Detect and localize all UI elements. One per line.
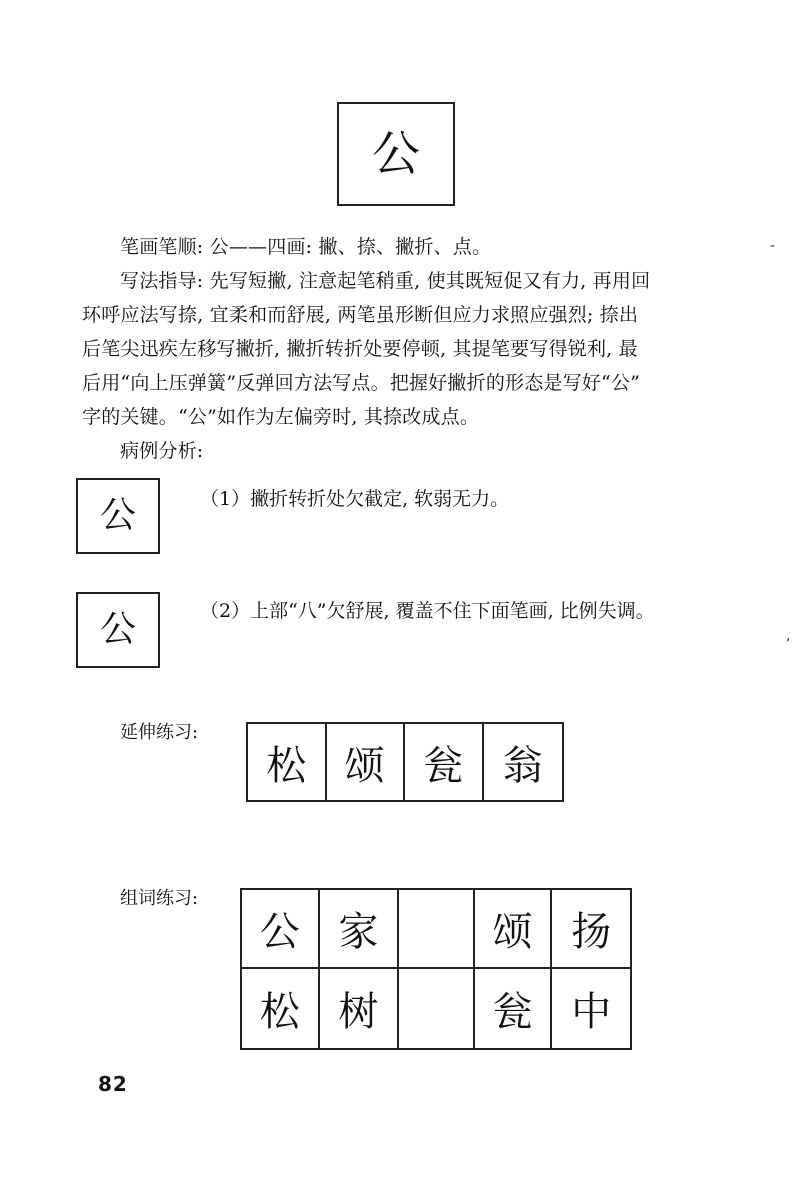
main-character-box [337, 102, 455, 206]
word-cell: 公 [242, 890, 320, 969]
word-cell: 树 [338, 989, 379, 1035]
word-cell [397, 969, 475, 1048]
extension-cell: 松 [248, 724, 327, 800]
word-cell: 颂 [475, 890, 553, 969]
case-2-character: 公 [99, 609, 136, 650]
word-cell: 扬 [552, 890, 630, 969]
guide-line-2: 环呼应法写捺, 宜柔和而舒展, 两笔虽形断但应力求照应强烈; 捺出 [82, 304, 639, 326]
word-cell: 中 [571, 989, 612, 1035]
extension-cell: 翁 [502, 742, 543, 789]
guide-line-5: 字的关键。“公”如作为左偏旁时, 其捺改成点。 [82, 406, 480, 428]
guide-line-4: 后用“向上压弹簧”反弹回方法写点。把握好撇折的形态是写好“公” [82, 372, 641, 394]
extension-label: 延伸练习: [120, 722, 199, 743]
case-2-text: （2）上部“八”欠舒展, 覆盖不住下面笔画, 比例失调。 [200, 600, 655, 622]
word-practice-grid [240, 888, 632, 1050]
word-cell: 瓮 [475, 969, 553, 1048]
extension-cell: 瓮 [405, 724, 484, 800]
stroke-order-line: 笔画笔顺: 公——四画: 撇、捺、撇折、点。 [120, 236, 492, 258]
word-cell: 松 [242, 969, 320, 1048]
extension-cell: 颂 [327, 724, 406, 800]
word-cell: 家 [320, 890, 398, 969]
guide-line-3: 后笔尖迅疾左移写撇折, 撇折转折处要停顿, 其提笔要写得锐利, 最 [82, 338, 638, 360]
case-analysis-heading: 病例分析: [120, 440, 204, 462]
word-practice-label: 组词练习: [120, 888, 199, 909]
guide-line-1: 写法指导: 先写短撇, 注意起笔稍重, 使其既短促又有力, 再用回 [120, 270, 651, 292]
word-cell [397, 890, 475, 969]
case-1-text: （1）撇折转折处欠截定, 软弱无力。 [200, 488, 510, 510]
case-1-character: 公 [99, 495, 136, 536]
main-character: 公 [371, 126, 420, 182]
case-1-box [76, 478, 160, 554]
margin-mark: - [770, 238, 776, 254]
page-number: 82 [98, 1072, 128, 1096]
case-2-box [76, 592, 160, 668]
margin-mark: , [786, 628, 791, 644]
extension-grid [246, 722, 564, 802]
